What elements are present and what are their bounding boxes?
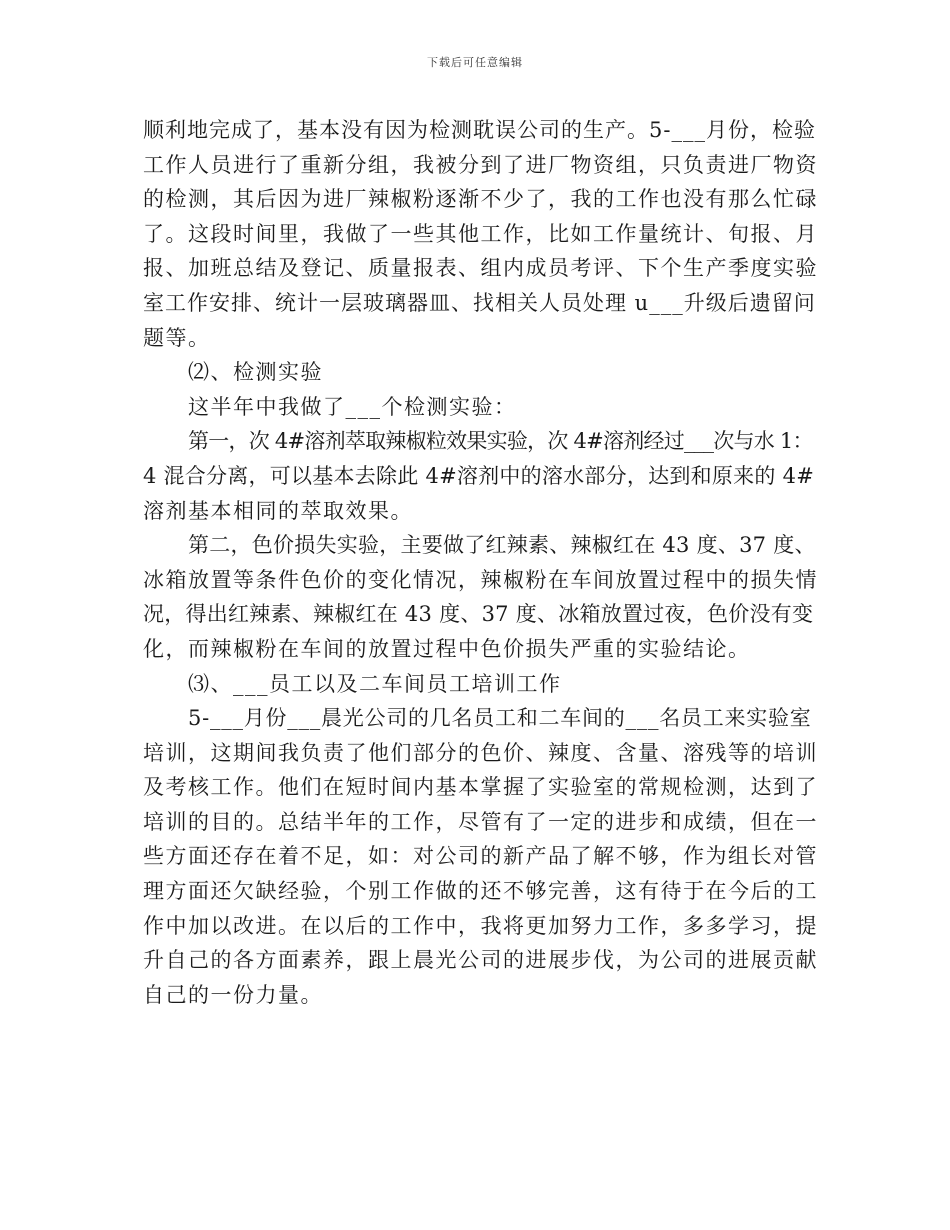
text-line: 况，得出红辣素、辣椒红在 43 度、37 度、冰箱放置过夜，色价没有变 (143, 602, 814, 627)
document-body (143, 113, 818, 1012)
text-line: 工作人员进行了重新分组，我被分到了进厂物资组，只负责进厂物资 (143, 152, 818, 177)
text-line: 溶剂基本相同的萃取效果。 (143, 498, 413, 523)
text-line: 化，而辣椒粉在车间的放置过程中色价损失严重的实验结论。 (143, 636, 751, 661)
text-line: 4 混合分离，可以基本去除此 4#溶剂中的溶水部分，达到和原来的 4# (143, 463, 815, 488)
text-line: 升自己的各方面素养，跟上晨光公司的进展步伐，为公司的进展贡献 (143, 948, 818, 973)
text-line: 冰箱放置等条件色价的变化情况，辣椒粉在车间放置过程中的损失情 (143, 567, 818, 592)
text-line: 些方面还存在着不足，如：对公司的新产品了解不够，作为组长对管 (143, 844, 818, 869)
text-line: 培训的目的。总结半年的工作，尽管有了一定的进步和成绩，但在一 (143, 809, 818, 834)
text-line: 第二，色价损失实验，主要做了红辣素、辣椒红在 43 度、37 度、 (188, 533, 816, 558)
text-line: 报、加班总结及登记、质量报表、组内成员考评、下个生产季度实验 (143, 256, 818, 281)
text-line: 的检测，其后因为进厂辣椒粉逐渐不少了，我的工作也没有那么忙碌 (143, 187, 818, 212)
text-line: 顺利地完成了，基本没有因为检测耽误公司的生产。5-___月份，检验 (143, 118, 816, 142)
section-heading: ⑶、___员工以及二车间员工培训工作 (188, 671, 562, 696)
text-line: 培训，这期间我负责了他们部分的色价、辣度、含量、溶残等的培训 (143, 740, 818, 765)
text-line: 室工作安排、统计一层玻璃器皿、找相关人员处理 u___升级后遗留问 (143, 290, 816, 315)
text-line: 第一，次 4#溶剂萃取辣椒粒效果实验，次 4#溶剂经过___次与水 1： (188, 429, 813, 454)
text-line: 题等。 (143, 325, 211, 350)
header-note: 下载后可任意编辑 (427, 56, 523, 69)
text-line: 5-___月份___晨光公司的几名员工和二车间的___名员工来实验室 (188, 706, 812, 731)
text-line: 自己的一份力量。 (143, 982, 323, 1007)
text-line: 及考核工作。他们在短时间内基本掌握了实验室的常规检测，达到了 (143, 775, 818, 800)
text-line: 作中加以改进。在以后的工作中，我将更加努力工作，多多学习，提 (143, 913, 818, 938)
section-heading: ⑵、检测实验 (188, 360, 323, 385)
text-line: 这半年中我做了___个检测实验： (188, 394, 517, 419)
text-line: 了。这段时间里，我做了一些其他工作，比如工作量统计、旬报、月 (143, 221, 818, 246)
text-line: 理方面还欠缺经验，个别工作做的还不够完善，这有待于在今后的工 (143, 879, 818, 904)
